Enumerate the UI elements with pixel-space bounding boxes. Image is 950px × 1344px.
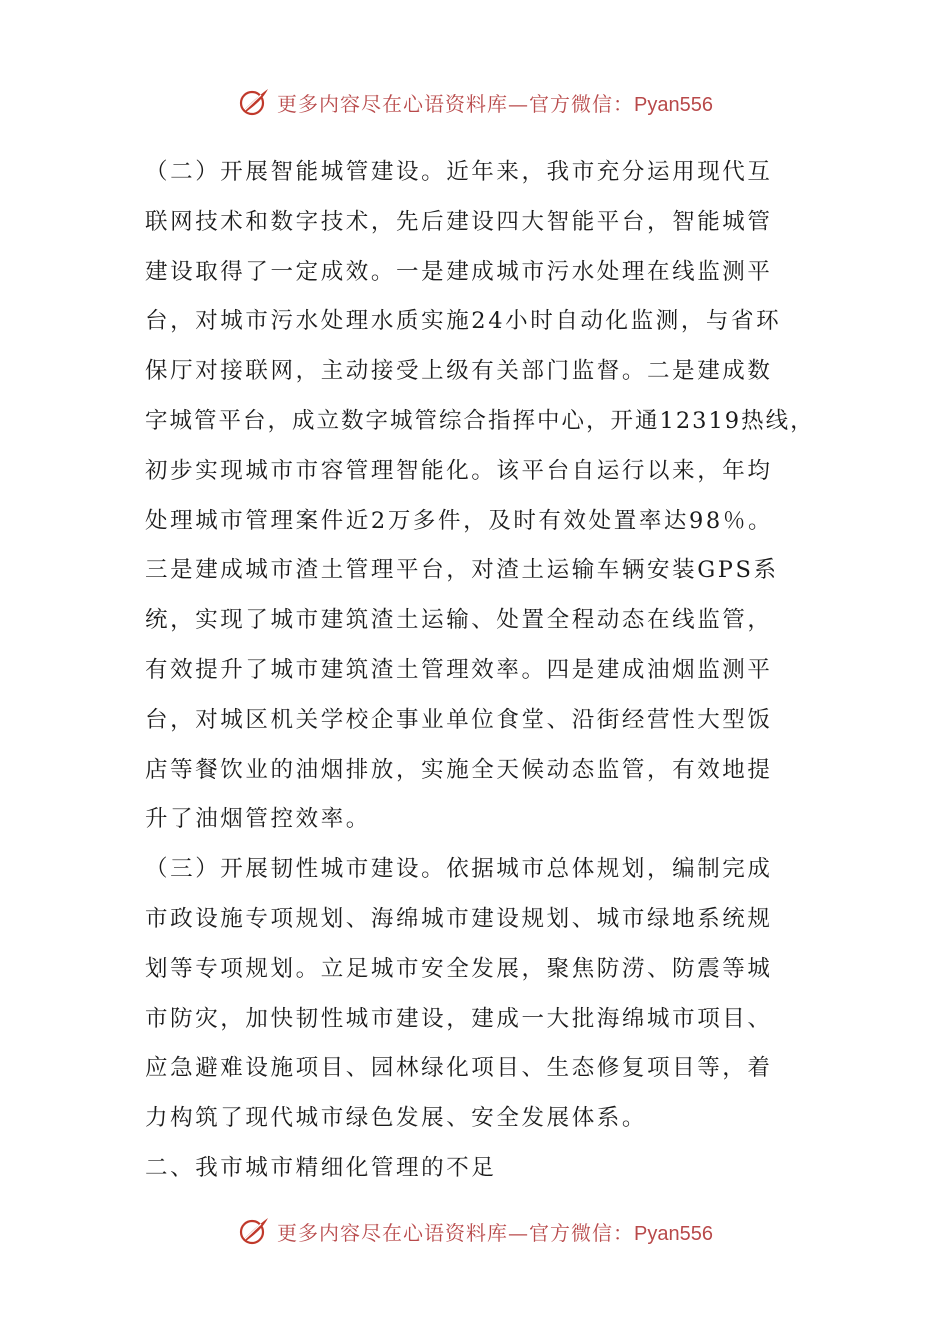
watermark-text: 更多内容尽在心语资料库—官方微信：Pyan556 — [277, 91, 713, 116]
paragraph-line: 处理城市管理案件近2万多件，及时有效处置率达98％。 — [145, 507, 774, 534]
document-body — [145, 148, 815, 1194]
watermark-text: 更多内容尽在心语资料库—官方微信：Pyan556 — [277, 1220, 713, 1245]
paragraph-line: 保厅对接联网，主动接受上级有关部门监督。二是建成数 — [145, 358, 773, 385]
paragraph-line: 应急避难设施项目、园林绿化项目、生态修复项目等，着 — [145, 1055, 773, 1082]
paragraph-line: 三是建成城市渣土管理平台，对渣土运输车辆安装GPS系 — [145, 557, 779, 584]
section-heading: 二、我市城市精细化管理的不足 — [145, 1154, 497, 1181]
paragraph-line: 联网技术和数字技术，先后建设四大智能平台，智能城管 — [145, 208, 773, 235]
paragraph-line: （三）开展韧性城市建设。依据城市总体规划，编制完成 — [145, 856, 773, 883]
paragraph-line: 建设取得了一定成效。一是建成城市污水处理在线监测平 — [145, 258, 773, 285]
paragraph-line: 市政设施专项规划、海绵城市建设规划、城市绿地系统规 — [145, 905, 773, 932]
quill-pen-logo-icon — [237, 85, 271, 119]
paragraph-line: 台，对城市污水处理水质实施24小时自动化监测，与省环 — [145, 308, 782, 335]
paragraph-line: 力构筑了现代城市绿色发展、安全发展体系。 — [145, 1105, 648, 1132]
paragraph-line: 升了油烟管控效率。 — [145, 806, 371, 833]
watermark-banner-top — [0, 82, 950, 122]
paragraph-line: 统，实现了城市建筑渣土运输、处置全程动态在线监管， — [145, 607, 773, 634]
paragraph-line: 台，对城区机关学校企事业单位食堂、沿街经营性大型饭 — [145, 706, 773, 733]
paragraph-line: 市防灾，加快韧性城市建设，建成一大批海绵城市项目、 — [145, 1005, 773, 1032]
wechat-id: Pyan556 — [634, 1222, 713, 1245]
wechat-id: Pyan556 — [634, 93, 713, 116]
paragraph-line: 划等专项规划。立足城市安全发展，聚焦防涝、防震等城 — [145, 955, 773, 982]
paragraph-line: （二）开展智能城管建设。近年来，我市充分运用现代互 — [145, 159, 773, 185]
quill-pen-logo-icon — [237, 1214, 271, 1248]
paragraph-line: 字城管平台，成立数字城管综合指挥中心，开通12319热线， — [145, 407, 815, 434]
watermark-banner-bottom — [0, 1211, 950, 1251]
paragraph-line: 有效提升了城市建筑渣土管理效率。四是建成油烟监测平 — [145, 656, 773, 683]
paragraph-line: 店等餐饮业的油烟排放，实施全天候动态监管，有效地提 — [145, 756, 773, 783]
paragraph-line: 初步实现城市市容管理智能化。该平台自运行以来，年均 — [145, 457, 773, 484]
